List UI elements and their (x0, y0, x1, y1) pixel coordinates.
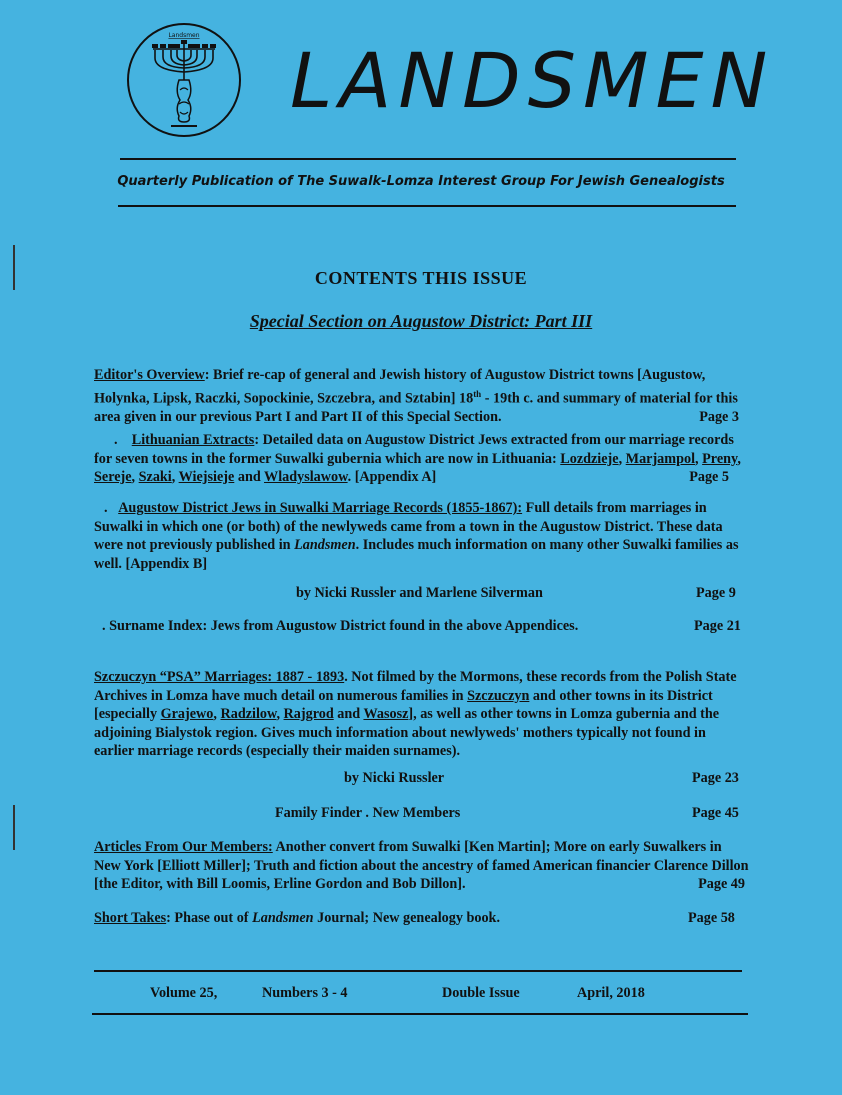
page-ref: Page 9 (696, 585, 736, 601)
entry-text: : Brief re-cap of general and Jewish history of Augustow District towns [Augustow, Holynka, Lipsk, Raczki, Sopockinie, Szczebra, and Sztabin] 18 (94, 367, 706, 407)
entry-text: Full details from marriages in Suwalki in which one (or both) of the newlyweds came from a town in the Augustow District. These data were not previously published in (94, 500, 723, 553)
issue-numbers: Numbers 3 - 4 (262, 985, 348, 1001)
separator: , (276, 706, 284, 722)
separator: , (171, 469, 179, 485)
binder-hole-mark (13, 805, 15, 850)
volume: Volume 25, (150, 985, 218, 1001)
town-name: Szczuczyn (467, 687, 530, 704)
entry-label: Lithuanian Extracts (131, 432, 255, 448)
town-name: Wladyslawow (264, 469, 348, 485)
special-section-heading: Special Section on Augustow District: Part III (249, 311, 593, 331)
appendix-ref: . [Appendix A] (347, 469, 437, 485)
page-ref: Page 5 (689, 469, 729, 485)
entry-label: Szczuczyn “PSA” Marriages: 1887 - 1893 (94, 669, 345, 685)
separator: , (213, 706, 221, 722)
logo-label: Landsmen (168, 32, 200, 39)
town-name: Wiejsieje (178, 469, 235, 485)
entry-szczuczyn-psa (94, 668, 749, 761)
entry-text: Another convert from Suwalki [Ken Martin]; More on early Suwalkers in New York [Elliott Miller]; Truth and fiction about the ancestry of famed American financier Clarence Dillon [the Editor, with Bill Loomis, Erline Gordon and Bob Dillon]. (94, 839, 749, 892)
issue-date: April, 2018 (577, 985, 645, 1001)
town-name: Sereje (94, 469, 132, 485)
issue-type: Double Issue (442, 985, 520, 1001)
page-ref: Page 3 (699, 408, 739, 425)
entry-label: Augustow District Jews in Suwalki Marriage Records (1855-1867): (118, 500, 523, 516)
entry-augustow-suwalki (94, 499, 749, 573)
entry-lithuanian-extracts (94, 431, 749, 487)
byline-russler: by Nicki Russler (344, 770, 445, 786)
separator: and (234, 469, 265, 485)
entry-family-finder: Family Finder . New Members (275, 805, 461, 821)
town-name: Marjampol (625, 450, 696, 467)
entry-label: Articles From Our Members: (94, 839, 273, 855)
separator: and (333, 706, 364, 722)
header-rule-bottom (118, 205, 736, 207)
footer-rule-bottom (92, 1013, 748, 1015)
entry-label: Short Takes (94, 910, 167, 926)
separator: , (131, 469, 139, 485)
town-name: Preny (702, 450, 738, 467)
separator: , (737, 450, 741, 467)
page-ref: Page 49 (698, 876, 745, 892)
town-name: Wasosz (363, 706, 409, 722)
page-ref: Page 21 (694, 618, 741, 634)
town-name: Szaki (138, 469, 172, 485)
entry-text: . Includes much information on many other Suwalki families as well. [Appendix B] (94, 537, 739, 572)
entry-articles (94, 838, 749, 894)
entry-surname-index: . Surname Index: Jews from Augustow District found in the above Appendices. (102, 618, 579, 634)
entry-text: . Not filmed by the Mormons, these records from the Polish State Archives in Lomza have much detail on numerous families in (94, 669, 737, 704)
town-name: Lozdzieje (560, 450, 619, 467)
page-ref: Page 23 (692, 770, 739, 786)
separator: , (695, 450, 703, 467)
publication-subtitle: Quarterly Publication of The Suwalk-Lomza Interest Group For Jewish Genealogists (117, 174, 725, 189)
journal-name: Landsmen (294, 537, 356, 553)
entry-text: Journal; New genealogy book. (313, 910, 500, 926)
entry-text: : Phase out of (166, 910, 253, 926)
town-name: Grajewo (160, 706, 214, 722)
entry-text: ], as well as other towns in Lomza gubernia and the adjoining Bialystok region. Gives much information about newlyweds' mothers typically not found in earlier marriage records (especially their maiden surnames). (94, 706, 720, 759)
entry-label: Editor's Overview (94, 367, 205, 383)
footer-rule-top (94, 970, 742, 972)
entry-text: - 19th c. and summary of material for this area given in our previous Part I and Part II of this Special Section. (94, 390, 738, 425)
menorah-emblem-icon (125, 22, 243, 138)
page-ref: Page 58 (688, 910, 735, 926)
town-name: Rajgrod (283, 706, 334, 722)
bullet: . (114, 432, 118, 448)
separator: , (618, 450, 626, 467)
byline-russler-silverman: by Nicki Russler and Marlene Silverman (296, 585, 543, 601)
ordinal-suffix: th (473, 388, 482, 399)
town-name: Radzilow (220, 706, 277, 722)
entry-short-takes (94, 910, 500, 927)
entry-editors-overview (94, 366, 749, 426)
journal-name: Landsmen (252, 910, 314, 926)
masthead-title: LANDSMEN (290, 36, 775, 125)
page-ref: Page 45 (692, 805, 739, 821)
header-rule-top (120, 158, 736, 160)
entry-text: : Detailed data on Augustow District Jews extracted from our marriage records for seven towns in the former Suwalki gubernia which are now in Lithuania: (94, 432, 734, 467)
contents-heading: CONTENTS THIS ISSUE (314, 268, 528, 288)
bullet: . (104, 500, 108, 516)
entry-text: and other towns in its District [especially (94, 687, 713, 722)
